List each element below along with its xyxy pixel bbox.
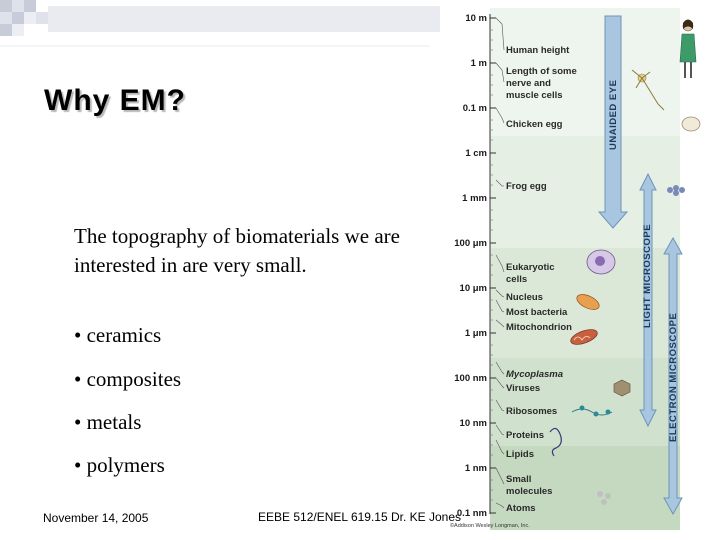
bullet-composites: • composites [74, 367, 182, 391]
item-eukaryotic-line2: cells [506, 274, 528, 285]
slide-title: Why EM? [44, 84, 186, 117]
item-human-height: Human height [506, 45, 570, 56]
size-scale-figure [446, 0, 720, 540]
scale-label-100um: 100 μm [454, 238, 487, 249]
item-cells-line3: muscle cells [506, 90, 563, 101]
footer-course: EEBE 512/ENEL 619.15 Dr. KE Jones [258, 510, 462, 524]
item-chicken-egg: Chicken egg [506, 119, 563, 130]
label-unaided-eye: UNAIDED EYE [608, 79, 619, 150]
bullet-ceramics: • ceramics [74, 323, 162, 347]
scale-label-1um: 1 μm [464, 328, 487, 339]
scale-label-1m: 1 m [470, 58, 487, 69]
item-frog-egg: Frog egg [506, 181, 547, 192]
item-ribosomes: Ribosomes [506, 406, 558, 417]
scale-label-0-1m: 0.1 m [462, 103, 487, 114]
item-small-molecules-line2: molecules [506, 486, 553, 497]
item-proteins: Proteins [506, 430, 545, 441]
item-lipids: Lipids [506, 449, 534, 460]
scale-label-10um: 10 μm [459, 283, 487, 294]
scale-label-0-1nm: 0.1 nm [456, 508, 487, 519]
footer-date: November 14, 2005 [43, 511, 149, 525]
chicken-egg-illustration [682, 117, 700, 131]
item-cells-line1: Length of some [506, 66, 577, 77]
bullet-metals: • metals [74, 410, 142, 434]
item-most-bacteria: Most bacteria [506, 307, 568, 318]
item-atoms: Atoms [506, 503, 536, 514]
scale-label-100nm: 100 nm [454, 373, 487, 384]
scale-label-1nm: 1 nm [464, 463, 487, 474]
item-mycoplasma: Mycoplasma [506, 369, 564, 380]
item-mitochondrion: Mitochondrion [506, 322, 572, 333]
item-viruses: Viruses [506, 383, 541, 394]
scale-label-1mm: 1 mm [462, 193, 487, 204]
scale-label-10m: 10 m [465, 13, 487, 24]
label-electron-microscope: ELECTRON MICROSCOPE [668, 312, 679, 442]
label-light-microscope: LIGHT MICROSCOPE [642, 223, 653, 328]
eukaryotic-cell-illustration [587, 250, 615, 274]
item-eukaryotic-line1: Eukaryotic [506, 262, 555, 273]
bullet-polymers: • polymers [74, 453, 165, 477]
figure-credit: ©Addison Wesley Longman, Inc. [450, 523, 530, 529]
item-nucleus: Nucleus [506, 292, 543, 303]
human-figure-illustration [680, 20, 696, 79]
intro-text: The topography of biomaterials we are interested in are very small. [74, 224, 400, 277]
scale-label-10nm: 10 nm [459, 418, 487, 429]
scale-label-1cm: 1 cm [465, 148, 487, 159]
item-small-molecules-line1: Small [506, 474, 532, 485]
item-cells-line2: nerve and [506, 78, 551, 89]
